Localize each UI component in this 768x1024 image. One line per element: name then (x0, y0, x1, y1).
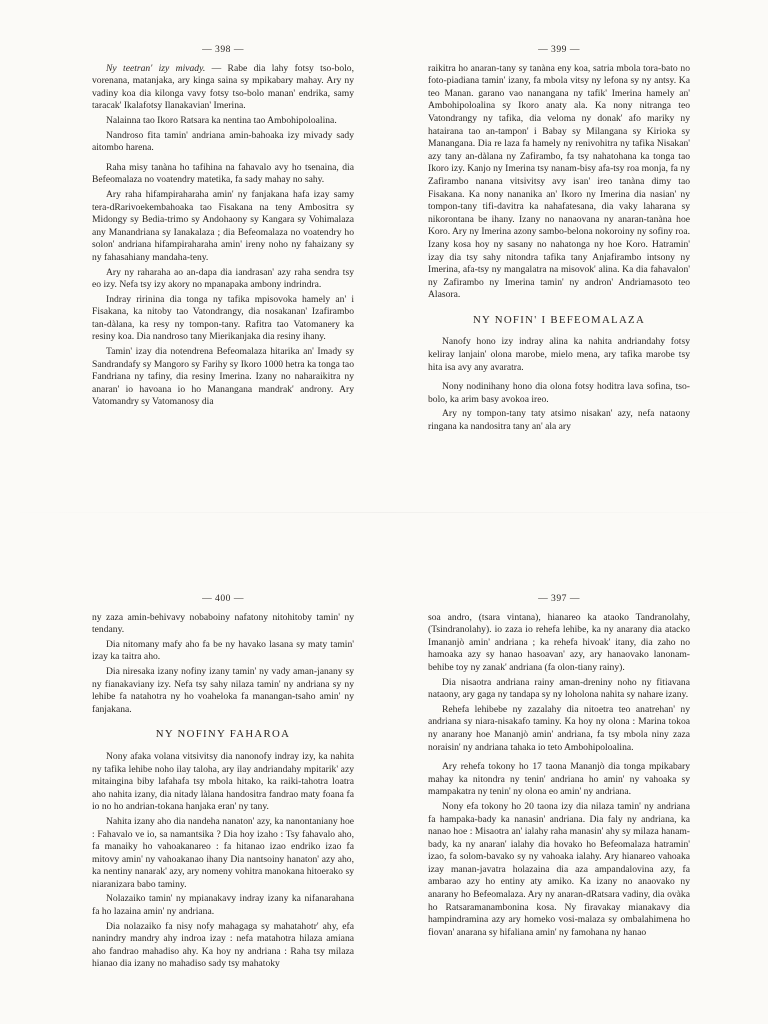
page-number: — 400 — (202, 593, 244, 604)
paragraph: Nalainna tao Ikoro Ratsara ka nentina tao Ambohipoloalina. (106, 114, 337, 126)
page-number: — 399 — (538, 44, 580, 55)
page-399 (428, 44, 690, 436)
paragraph (92, 63, 354, 113)
paragraph: ny zaza amin-behivavy nobaboiny nafatony nitohitoby tamin' ny tendany. (92, 611, 354, 636)
paragraph: Nahita izany aho dia nandeha nanaton' azy, ka nanontaniany hoe : Fahavalo ve io, sa namantsika ? Dia hoy izaho : Tsy fahavalo aho, fa manaiky ho vahoakanareo : fa hitanao izao endriko izao fa mitovy amin' ny vahoakanao ihany Dia nantsoiny hanaton' azy aho, ka nentiny nanarak' azy, ary nomeny vohitra manokana hitoerako sy niaranizara babo taminy. (92, 815, 354, 890)
paragraph: Dia nolazaiko fa nisy nofy mahagaga sy mahatahotr' ahy, efa nanindry mandry ahy indroa izay : nefa matahotra hilaza amiana aho fandrao mahadiso ahy. Ka hoy ny andriana : Raha tsy milaza hianao dia izany no mahadiso sady tsy mahatoky (92, 920, 354, 970)
paragraph: Raha misy tanàna ho tafihina na fahavalo avy ho tsenaina, dia Befeomalaza no voatendry matetika, fa sady mahay no sahy. (92, 161, 354, 186)
paragraph: Indray ririnina dia tonga ny tafika mpisovoka hamely an' i Fisakana, ka nitoby tao Vatondrangy, dia nosakanan' Izafirambo tan-dàlana, ka resy ny tompon-tany. Rafitra tao Vatomanery ka resiny koa. Dia nandroso tany Mierikanjaka dia resiny ihany. (92, 293, 354, 343)
page-397 (428, 593, 690, 941)
paragraph: Nanofy hono izy indray alina ka nahita andriandahy fotsy keliray lanjain' olona marobe, mielo mena, ary tafika marobe tsy hita isa avy any avaratra. (428, 336, 690, 373)
paragraph: Dia niresaka izany nofiny izany tamin' ny vady aman-janany sy ny fianakaviany izy. Nefa tsy sahy nilaza tamin' ny andriana sy ny lehibe fa natahotra ny ho voaheloka fa manangan-tsaho amin' ny fanjakana. (92, 665, 354, 715)
paragraph: Nony afaka volana vitsivitsy dia nanonofy indray izy, ka nahita ny tafika lehibe noho ilay taloha, ary ilay andriandahy mpitarik' azy mitaingina biby lafahafa tsy mbola hitako, ka raiki-tahotra loatra aho nahita izany, dia nitady làlana handositra fandrao maty foana fa io no ho andrian-tokana hanjaka eran' ny tany. (92, 750, 354, 813)
paragraph: Nony efa tokony ho 20 taona izy dia nilaza tamin' ny andriana fa hampaka-bady ka nanasin' andriana. Dia faly ny andriana, ka nanao hoe : Misaotra an' ialahy raha manasin' ahy sy milaza hanam-bady, ka ny anaran' ialahy dia hovako ho Befeomalaza hatramin' izao, fa solom-bavako sy ny vahoaka ialahy. Ary hianareo vahoaka izay manan-javatra holazaina dia aza ampandalovina azy, fa ambarao azy ho entiny aty amiko. Ka izany no anaovako ny anarany ho Befeomalaza. Ary ny anaran-dRatsara vadiny, dia ovàka ho Ratsaramanambonina kosa. Ny firavakay mianakavy dia hampindramina azy ary homeko vosi-malaza sy ombalahimena ho fiovan' anarana sy hifaliana amin' ny famohana ny hanao (428, 800, 690, 938)
paragraph-text: — Rabe dia lahy fotsy tso-bolo, vorenana, matanjaka, ary kinga saina sy mpikabary mahay. Ary ny vadiny koa dia kilonga vavy fotsy tso-bolo manan' endrika, samy taracak' Ikalafotsy Ilanakavian' Imerina. (92, 62, 354, 112)
page-number: — 398 — (202, 44, 244, 55)
page-400 (92, 593, 354, 973)
paragraph: Ary ny raharaha ao an-dapa dia iandrasan' azy raha sendra tsy eo izy. Nefa tsy izy akory no mpanapaka ambony indrindra. (92, 266, 354, 291)
page-398 (92, 44, 354, 411)
paragraph: Rehefa lehibebe ny zazalahy dia nitoetra teo anatrehan' ny andriana sy niara-nisakafo taminy. Ka hoy ny olona : Marina tokoa ny anarany hoe Mananjò amin' andriana, fa tsy mbola niny zaza noraisin' ny andriana tahaka io teto Ambohipoloalina. (428, 703, 690, 753)
section-title: Ny teetran' izy mivady. (106, 62, 206, 74)
paragraph: Ary raha hifampiraharaha amin' ny fanjakana hafa izay samy tera-dRarivoekembahoaka tao Fisakana na teny Ambositra sy Midongy sy Bedia-trimo sy Andohaony sy Kangara sy Vohimalaza any Manandriana sy Ianakalaza ; dia Befeomalaza no voatendry ho solon' andriana hifampiraharaha amin' ireny noho ny fahaizany sy ny fahasahiany mandaha-teny. (92, 188, 354, 263)
paragraph: Tamin' izay dia notendrena Befeomalaza hitarika an' Imady sy Sandrandafy sy Mangoro sy Farihy sy Ikoro 1000 hetra ka tonga tao Fandriana ny tafiny, dia resiny Imerina. Izany no naharaikitra ny anaran' io havoana io ho Manangana mandrak' androny. Ary Vatomandry sy Vatomanosy dia (92, 346, 354, 408)
page-fold (0, 512, 768, 513)
paragraph: Dia nisaotra andriana rainy aman-dreniny noho ny fitiavana nataony, ary gaga ny tandapa sy ny loholona nahita sy nahare izany. (428, 676, 690, 701)
paragraph: soa andro, (tsara vintana), hianareo ka ataoko Tandranolahy, (Tsindranolahy). io zaza io rehefa lehibe, ka ny anarany dia atacko Imananjò amin' andriana ; ka rehefa hivoak' itany, dia zaho no hamoaka azy sy hanao hasoavan' azy, ary hanaovako lanonam-behibe toy ny zanak' andriana (fa olon-tiany rainy). (428, 611, 690, 673)
page-number: — 397 — (538, 593, 580, 604)
paragraph: Nony nodinihany hono dia olona fotsy hoditra lava sofina, tso-bolo, ka arim basy avokoa ireo. (428, 381, 690, 405)
paragraph: Nandroso fita tamin' andriana amin-bahoaka izy mivady sady aitombo harena. (92, 129, 354, 154)
paragraph: raikitra ho anaran-tany sy tanàna eny koa, satria mbola tora-bato no foto-piadiana tamin' izany, fa mbola vitsy ny lefona sy ny antsy. Ka teo Manan. garano vao nanangana ny tafik' Imerina hamely an' Ambohipoloalina sy Ikoro anaty ala. Ka nony nitranga teo Vatondrangy ny tafika, dia veloma ny donak' afo mariky ny hatairana tao an-tampon' i Babay sy Milangana sy Kirioka sy Manangana. Dia re laza fa hamely ny renivohitra ny tafika Nisakan' azy tany an-dàlana ny Zafirambo, fa tsy nahatohana ka tonga tao Ikoro izy. Kanjo ny Imerina tsy nanam-bisy afa-tsy roa monja, fa ny Zafirambo nanana vitsivitsy avy isan' ireo tanàna dimy tao Fisakana. Ka nony nananika an' Ikoro ny Imerina dia nasian' ny tompon-tany tifi-davitra ka nahafatesana, dia vaky laharana sy nikorontana be ihany. Izany no nanaovana ny anaran-tanàna hoe Koro. Ary ny Imerina azony sambo-belona nokoroiny ny sofiny roa. Izany kosa hoy ny sasany no nahatonga ny hoe Koro. Hatramin' izay dia tsy sahy nitondra tafika tany Anjafirambo intsony ny Imerina, afa-tsy ny mangalatra na misovok' alina. Ka dia fahavalon' ny Zafirambo ny Imerina tamin' ny andron' Andriamasoto teo Alasora. (428, 62, 690, 301)
chapter-heading: NY NOFIN' I BEFEOMALAZA (472, 313, 646, 326)
paragraph: Nolazaiko tamin' ny mpianakavy indray izany ka nifanarahana fa ho lazaina amin' ny andriana. (92, 893, 354, 918)
paragraph: Ary rehefa tokony ho 17 taona Mananjò dia tonga mpikabary mahay ka nitondra ny tenin' andriana ho amin' ny vahoaka sy mampakatra ny tenin' ny olona eo amin' ny andriana. (428, 761, 690, 798)
paragraph: Dia nitomany mafy aho fa be ny havako lasana sy maty tamin' izay ka taitra aho. (92, 638, 354, 663)
paragraph: Ary ny tompon-tany taty atsimo nisakan' azy, nefa nataony ringana ka nandositra tany an' ala ary (428, 408, 690, 433)
chapter-heading: NY NOFINY FAHAROA (155, 728, 291, 741)
